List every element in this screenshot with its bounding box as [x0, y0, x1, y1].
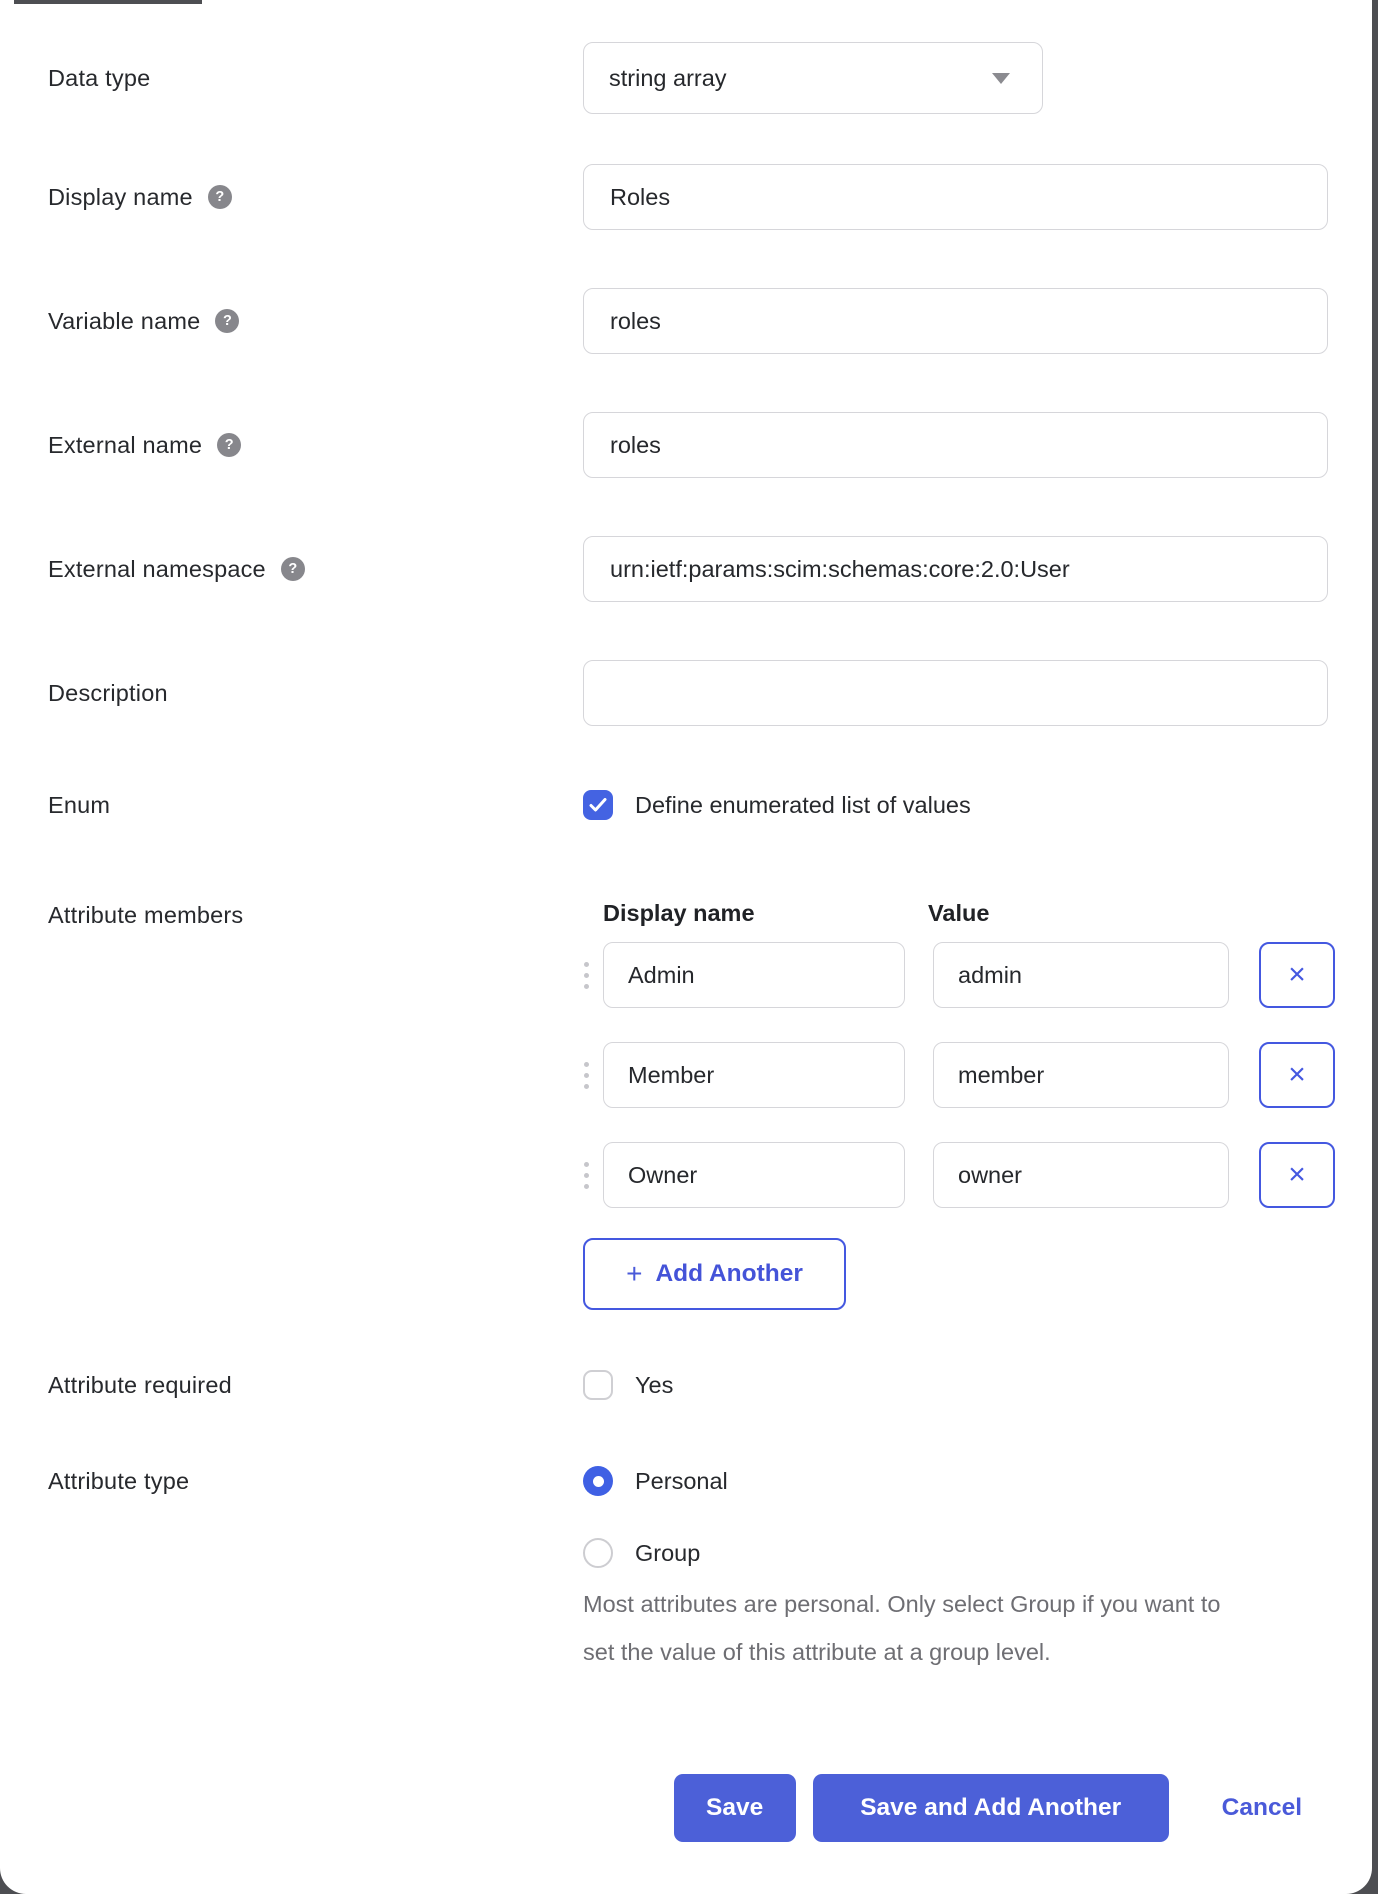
field-row-data-type	[0, 42, 1372, 114]
radio-option-personal	[583, 1466, 1223, 1496]
field-label-col	[48, 556, 583, 583]
enum-row	[0, 790, 1372, 820]
close-icon: ×	[1288, 1058, 1306, 1091]
drag-dot	[584, 1173, 589, 1178]
close-icon: ×	[1288, 958, 1306, 991]
field-label-col	[48, 792, 583, 819]
drag-dot	[584, 973, 589, 978]
field-label-col	[48, 1468, 583, 1495]
help-glyph: ?	[215, 189, 225, 205]
radio-group[interactable]	[583, 1538, 613, 1568]
field-label-external-namespace: External namespace	[48, 555, 266, 582]
remove-member-button[interactable]	[1259, 1142, 1335, 1208]
field-label-display-name: Display name	[48, 183, 193, 210]
field-label-col	[48, 902, 583, 929]
field-label-col	[48, 432, 583, 459]
field-label-col	[48, 308, 583, 335]
plus-icon: +	[626, 1258, 643, 1289]
remove-member-button[interactable]	[1259, 942, 1335, 1008]
field-label-col	[48, 184, 583, 211]
add-another-label: Add Another	[655, 1260, 803, 1287]
column-header-display-name: Display name	[603, 900, 755, 926]
attribute-required-option-label: Yes	[635, 1371, 674, 1398]
field-label-attribute-type: Attribute type	[48, 1468, 190, 1494]
field-label-data-type: Data type	[48, 64, 151, 91]
remove-member-button[interactable]	[1259, 1042, 1335, 1108]
field-row-external-name	[0, 412, 1372, 478]
top-edge-line	[14, 0, 202, 4]
drag-dot	[584, 962, 589, 967]
description-input[interactable]	[583, 660, 1328, 726]
member-display-name-input[interactable]	[603, 1142, 905, 1208]
field-label-col	[48, 65, 583, 92]
add-another-button[interactable]	[583, 1238, 846, 1310]
help-icon[interactable]	[208, 185, 232, 209]
drag-dot	[584, 1073, 589, 1078]
attribute-type-row	[0, 1466, 1372, 1676]
field-row-external-namespace	[0, 536, 1372, 602]
radio-dot-icon	[593, 1476, 604, 1487]
members-header-row	[603, 900, 1335, 927]
form-footer	[0, 1774, 1372, 1842]
radio-label-group: Group	[635, 1539, 701, 1566]
dropdown-arrow-icon	[992, 73, 1010, 84]
field-label-attribute-members: Attribute members	[48, 902, 244, 928]
help-icon[interactable]	[215, 309, 239, 333]
field-label-variable-name: Variable name	[48, 307, 201, 334]
help-icon[interactable]	[217, 433, 241, 457]
attribute-required-row	[0, 1370, 1372, 1400]
enum-checkbox[interactable]	[583, 790, 613, 820]
data-type-select[interactable]	[583, 42, 1043, 114]
radio-label-personal: Personal	[635, 1467, 728, 1494]
field-label-description: Description	[48, 679, 168, 706]
drag-dot	[584, 1184, 589, 1189]
drag-dot	[584, 984, 589, 989]
external-name-input[interactable]	[583, 412, 1328, 478]
help-glyph: ?	[224, 437, 234, 453]
drag-handle-icon[interactable]	[583, 1062, 603, 1089]
close-icon: ×	[1288, 1158, 1306, 1191]
display-name-input[interactable]	[583, 164, 1328, 230]
field-label-attribute-required: Attribute required	[48, 1371, 232, 1398]
help-icon[interactable]	[281, 557, 305, 581]
drag-dot	[584, 1084, 589, 1089]
attribute-type-options	[583, 1466, 1223, 1676]
cancel-button[interactable]: Cancel	[1221, 1794, 1302, 1821]
checkmark-icon	[589, 798, 607, 812]
member-value-input[interactable]	[933, 1142, 1229, 1208]
enum-checkbox-label: Define enumerated list of values	[635, 791, 971, 818]
column-header-value: Value	[928, 900, 990, 926]
attribute-required-checkbox[interactable]	[583, 1370, 613, 1400]
variable-name-input[interactable]	[583, 288, 1328, 354]
member-display-name-input[interactable]	[603, 1042, 905, 1108]
radio-personal[interactable]	[583, 1466, 613, 1496]
field-label-enum: Enum	[48, 791, 111, 818]
member-value-input[interactable]	[933, 942, 1229, 1008]
field-label-col	[48, 680, 583, 707]
member-row	[583, 1042, 1335, 1108]
field-row-display-name	[0, 164, 1372, 230]
member-row	[583, 1142, 1335, 1208]
drag-dot	[584, 1162, 589, 1167]
help-glyph: ?	[288, 561, 298, 577]
drag-handle-icon[interactable]	[583, 1162, 603, 1189]
attribute-members-row	[0, 900, 1372, 1370]
member-display-name-input[interactable]	[603, 942, 905, 1008]
drag-handle-icon[interactable]	[583, 962, 603, 989]
field-label-col	[48, 1372, 583, 1399]
external-namespace-input[interactable]	[583, 536, 1328, 602]
field-label-external-name: External name	[48, 431, 203, 458]
member-value-input[interactable]	[933, 1042, 1229, 1108]
help-glyph: ?	[222, 313, 232, 329]
attribute-members-table	[583, 900, 1335, 1370]
field-row-description	[0, 660, 1372, 726]
radio-option-group	[583, 1538, 1223, 1568]
data-type-selected-value: string array	[609, 64, 727, 91]
attribute-type-help-text: Most attributes are personal. Only select Group if you want to set the value of this attribute at a group level.	[583, 1591, 1221, 1665]
field-row-variable-name	[0, 288, 1372, 354]
member-row	[583, 942, 1335, 1008]
drag-dot	[584, 1062, 589, 1067]
save-button[interactable]: Save	[674, 1774, 796, 1842]
save-and-add-another-button[interactable]: Save and Add Another	[813, 1774, 1169, 1842]
